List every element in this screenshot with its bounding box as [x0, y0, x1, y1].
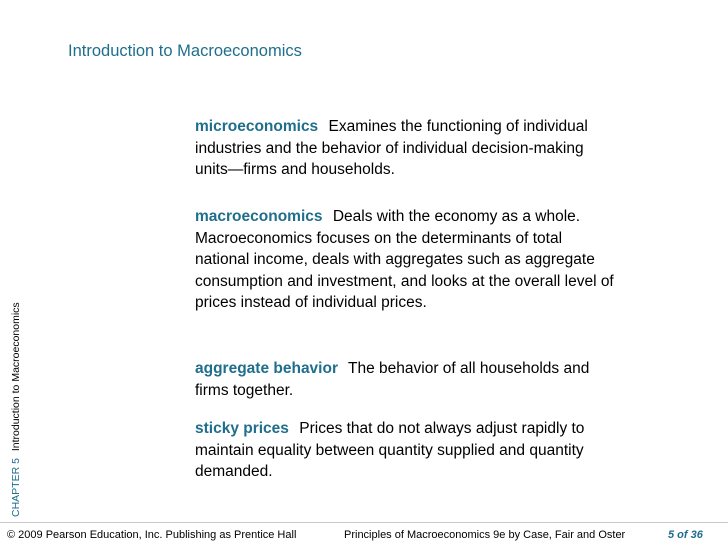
definition-microeconomics — [195, 116, 615, 181]
definition-term: microeconomics — [195, 118, 319, 135]
definition-text: Prices that do not always adjust rapidly to maintain equality between quantity supplied and quantity demanded. — [195, 420, 585, 480]
footer-book-title: Principles of Macroeconomics 9e by Case, Fair and Oster — [344, 529, 626, 541]
chapter-sidebar — [10, 302, 22, 517]
footer-copyright: © 2009 Pearson Education, Inc. Publishing as Prentice Hall — [7, 529, 297, 541]
footer-divider — [0, 522, 728, 523]
definition-term: macroeconomics — [195, 208, 323, 225]
definition-text: Deals with the economy as a whole. Macroeconomics focuses on the determinants of total national income, deals with aggregates such as aggregate consumption and investment, and looks at the overall level of prices instead of individual prices. — [195, 208, 614, 311]
definition-aggregate-behavior — [195, 358, 615, 401]
footer-page — [668, 529, 703, 541]
definition-macroeconomics — [195, 206, 615, 314]
definition-sticky-prices — [195, 418, 615, 483]
slide-title: Introduction to Macroeconomics — [68, 42, 302, 60]
chapter-title: Introduction to Macroeconomics — [10, 302, 22, 452]
definition-text: The behavior of all households and firms together. — [195, 360, 590, 399]
definition-term: sticky prices — [195, 420, 289, 437]
chapter-number: CHAPTER 5 — [10, 458, 22, 517]
definition-text: Examines the functioning of individual industries and the behavior of individual decision-making units—firms and households. — [195, 118, 588, 178]
page-number: 5 of 36 — [668, 529, 703, 541]
definition-term: aggregate behavior — [195, 360, 338, 377]
